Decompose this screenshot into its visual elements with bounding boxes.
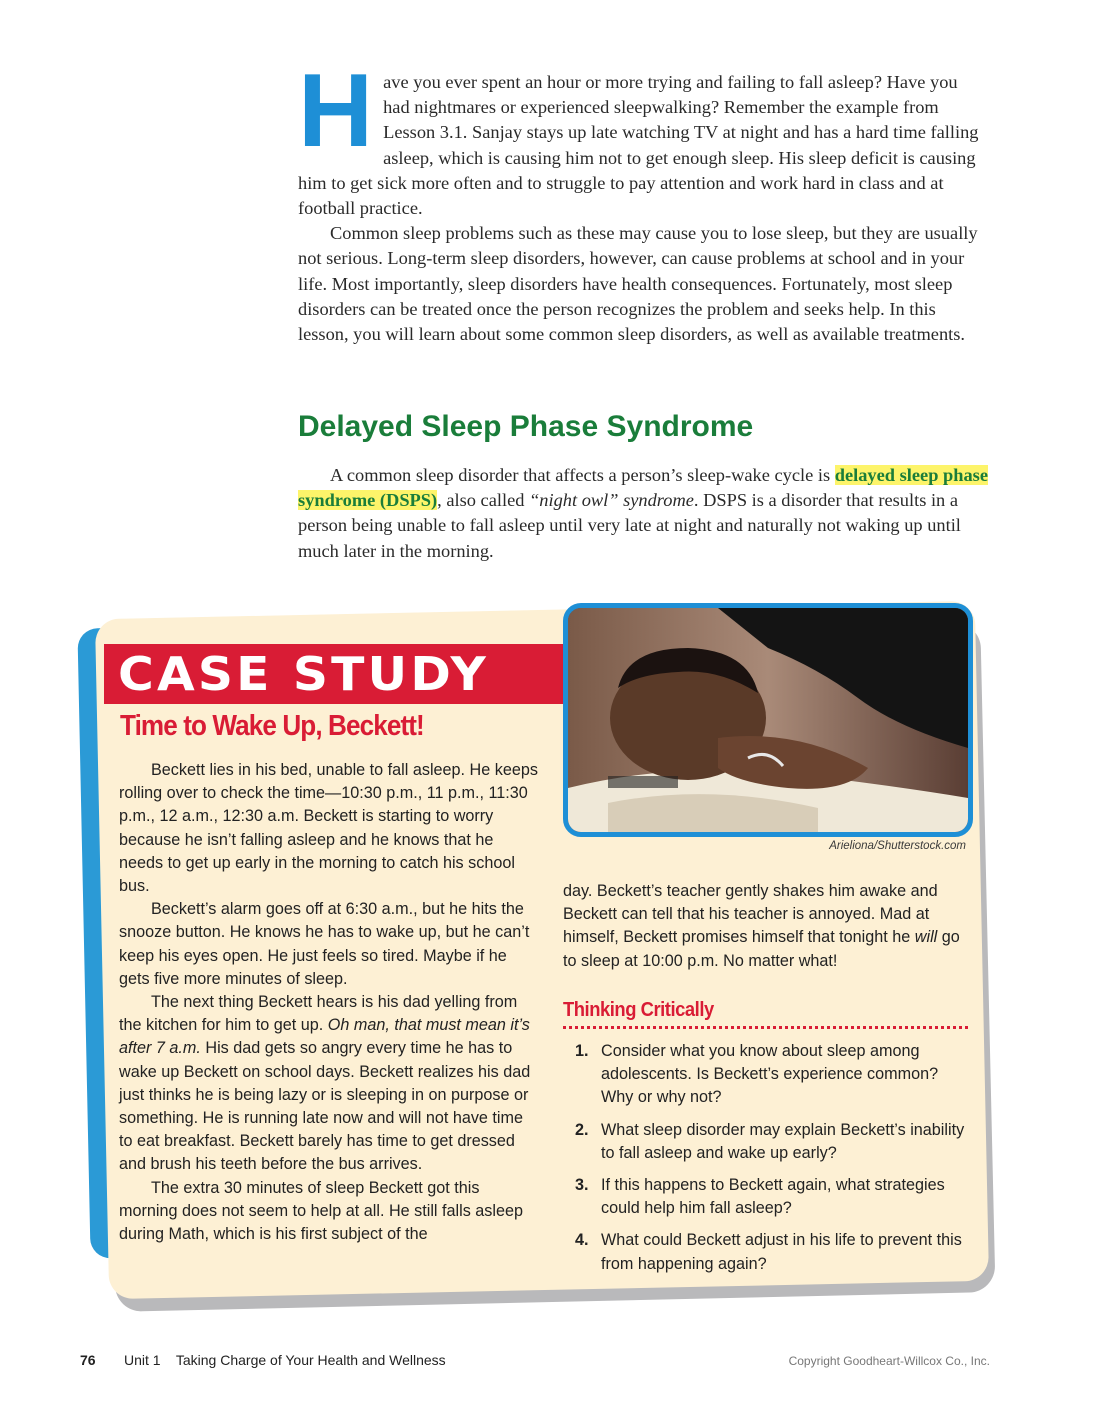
question-number: 3. — [575, 1176, 589, 1195]
case-paragraph-4: The extra 30 minutes of sleep Beckett got this morning does not seem to help at all. He still falls asleep during Math, which is his first subject of the — [119, 1178, 523, 1244]
case-paragraph-3-italic: Oh man, that must mean it’s after 7 a.m. — [119, 1016, 530, 1058]
case-paragraph-3-after: His dad gets so angry every time he has to wake up Beckett on school days. Beckett realizes his dad just thinks he is being lazy or is sleeping in on purpose or something. He is running late now and will not have time to eat breakfast. Beckett barely has time to get dressed and brush his teeth before the bus arrives. — [119, 1039, 531, 1174]
question-item — [563, 1040, 973, 1110]
case-paragraph-2: Beckett’s alarm goes off at 6:30 a.m., but he hits the snooze button. He knows he has to wake up, but he can’t keep his eyes open. He just feels so tired. Maybe if he gets five more minutes of sleep. — [119, 900, 530, 988]
intro-paragraph-2: Common sleep problems such as these may cause you to lose sleep, but they are usually not serious. Long-term sleep disorders, however, can cause problems at school and in your life. Most importantly, sleep disorders have health consequences. Fortunately, most sleep disorders can be treated once the person recognizes the problem and seeks help. In this lesson, you will learn about some common sleep disorders, as well as available treatments. — [298, 223, 978, 345]
dsps-text-after: . DSPS is a disorder that results in a person being unable to fall asleep until very late at night and naturally not waking up until much later in the morning. — [298, 490, 961, 561]
case-paragraph-1: Beckett lies in his bed, unable to fall asleep. He keeps rolling over to check the time—10:30 p.m., 11 p.m., 11:30 p.m., 12 a.m., 12:30 a.m. Beckett is starting to worry because he isn’t falling asleep and he knows that he needs to get up early in the morning to catch his school bus. — [119, 761, 538, 896]
page-number: 76 — [80, 1352, 96, 1368]
case-paragraph-3-before: The next thing Beckett hears is his dad yelling from the kitchen for him to get up. — [119, 993, 518, 1035]
sleeping-student-image — [568, 608, 968, 832]
question-item — [563, 1174, 973, 1220]
question-text: What could Beckett adjust in his life to prevent this from happening again? — [601, 1231, 962, 1273]
unit-title: Unit 1 Taking Charge of Your Health and Wellness — [124, 1352, 446, 1368]
copyright-notice: Copyright Goodheart-Willcox Co., Inc. — [788, 1354, 990, 1368]
dotted-divider — [563, 1026, 968, 1029]
case-paragraph-5-after: go to sleep at 10:00 p.m. No matter what! — [563, 928, 960, 970]
case-study-title: Time to Wake Up, Beckett! — [120, 710, 424, 742]
case-study-photo — [563, 603, 973, 837]
question-text: If this happens to Beckett again, what strategies could help him fall asleep? — [601, 1176, 945, 1218]
question-text: What sleep disorder may explain Beckett’s inability to fall asleep and wake up early? — [601, 1120, 965, 1162]
thinking-critically-list — [563, 1040, 973, 1285]
case-paragraph-5-italic: will — [914, 928, 938, 947]
page-footer — [0, 1352, 1104, 1372]
question-item — [563, 1119, 973, 1165]
case-paragraph-5-before: day. Beckett’s teacher gently shakes him awake and Beckett can tell that his teacher is annoyed. Mad at himself, Beckett promises himself that tonight he — [563, 882, 938, 947]
question-item — [563, 1229, 973, 1275]
dsps-paragraph — [298, 463, 998, 564]
case-study-right-column — [563, 880, 973, 973]
intro-paragraph-1 — [298, 53, 988, 221]
dsps-text-mid: , also called — [437, 490, 530, 511]
section-heading: Delayed Sleep Phase Syndrome — [298, 410, 754, 443]
drop-cap: H — [298, 53, 374, 169]
alt-name: “night owl” syndrome — [529, 490, 694, 511]
intro-paragraph-1-text: ave you ever spent an hour or more trying and failing to fall asleep? Have you had nightmares or experienced sleepwalking? Remember the example from Lesson 3.1. Sanjay stays up late watching TV at night and has a hard time falling asleep, which is causing him not to get enough sleep. His sleep deficit is causing him to get sick more often and to struggle to pay attention and work hard in class and at football practice. — [298, 72, 979, 219]
question-text: Consider what you know about sleep among adolescents. Is Beckett’s experience common? Why or why not? — [601, 1042, 939, 1107]
dsps-text-before: A common sleep disorder that affects a person’s sleep-wake cycle is — [330, 465, 835, 485]
case-paragraph-5 — [563, 880, 973, 973]
case-paragraph-3 — [119, 991, 539, 1177]
case-study-left-column — [119, 759, 539, 1246]
case-study-banner-text: CASE STUDY — [118, 647, 489, 701]
thinking-critically-heading: Thinking Critically — [563, 999, 714, 1021]
question-number: 1. — [575, 1042, 589, 1060]
intro-text — [298, 53, 988, 347]
photo-credit: Arieliona/Shutterstock.com — [829, 840, 966, 852]
question-number: 2. — [575, 1120, 589, 1139]
case-study-banner — [104, 644, 616, 704]
question-number: 4. — [575, 1231, 589, 1250]
key-term-dsps: delayed sleep phase syndrome (DSPS) — [298, 465, 989, 511]
